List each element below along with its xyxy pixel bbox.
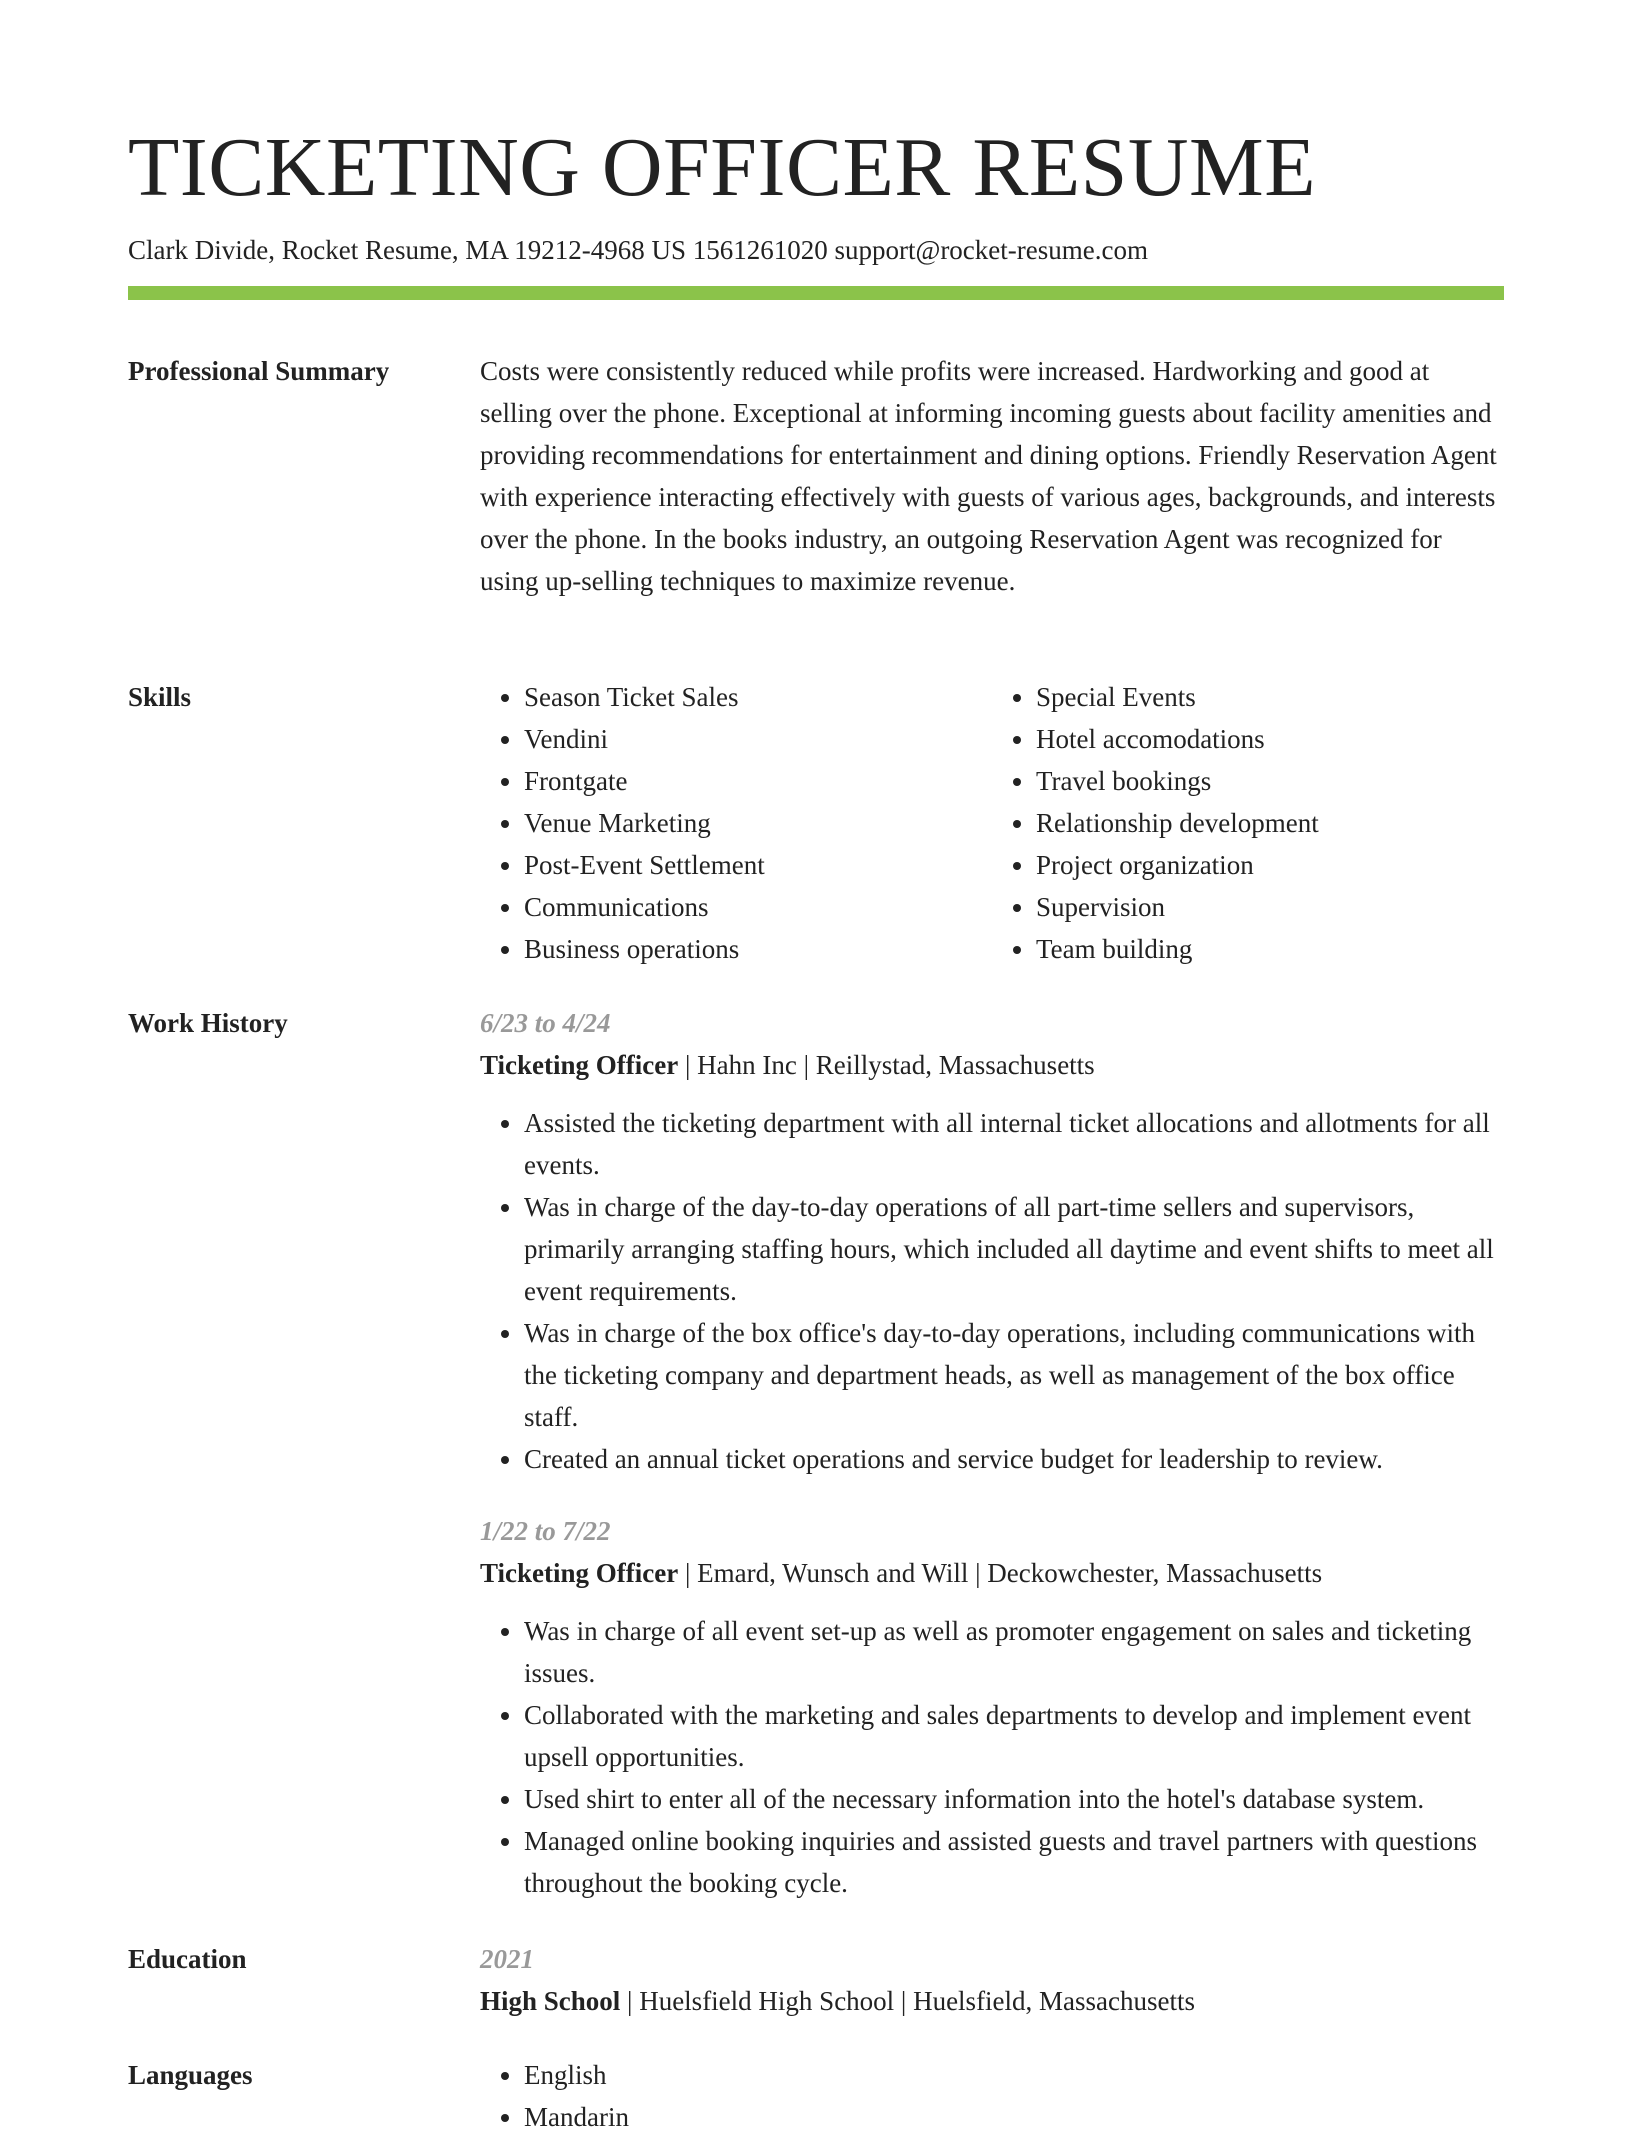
job-title-line	[480, 1044, 1504, 1086]
job-dates: 6/23 to 4/24	[480, 1008, 611, 1038]
education-line	[480, 1980, 1504, 2022]
skills-list-right	[992, 676, 1504, 970]
skill-item: • Communications	[524, 886, 992, 928]
job-bullets	[480, 1610, 1504, 1904]
skill-item: • Business operations	[524, 928, 992, 970]
job-role: Ticketing Officer	[480, 1558, 679, 1588]
skill-item: • Hotel accomodations	[1036, 718, 1504, 760]
header-divider	[128, 286, 1504, 300]
job-details: | Hahn Inc | Reillystad, Massachusetts	[678, 1050, 1095, 1080]
language-item: • English	[524, 2054, 1504, 2096]
skills-heading: Skills	[128, 682, 192, 712]
skill-item: • Travel bookings	[1036, 760, 1504, 802]
languages-list	[480, 2054, 1504, 2138]
job-entry	[480, 1002, 1504, 1480]
skill-item: • Project organization	[1036, 844, 1504, 886]
job-role: Ticketing Officer	[480, 1050, 679, 1080]
skill-item: • Venue Marketing	[524, 802, 992, 844]
skill-item: • Frontgate	[524, 760, 992, 802]
education-degree: High School	[480, 1986, 621, 2016]
skill-item: • Post-Event Settlement	[524, 844, 992, 886]
job-bullet: • Was in charge of the box office's day-to-day operations, including communications with the ticketing company and department heads, as well as management of the box office staff.	[524, 1312, 1504, 1438]
education-heading: Education	[128, 1944, 247, 1974]
job-bullets	[480, 1102, 1504, 1480]
job-bullet: • Collaborated with the marketing and sales departments to develop and implement event upsell opportunities.	[524, 1694, 1504, 1778]
skills-list-left	[480, 676, 992, 970]
contact-line: Clark Divide, Rocket Resume, MA 19212-4968 US 1561261020 support@rocket-resume.com	[128, 235, 1148, 265]
job-bullet: • Was in charge of all event set-up as well as promoter engagement on sales and ticketing issues.	[524, 1610, 1504, 1694]
skill-item: • Season Ticket Sales	[524, 676, 992, 718]
skill-item: • Supervision	[1036, 886, 1504, 928]
job-details: | Emard, Wunsch and Will | Deckowchester, Massachusetts	[678, 1558, 1323, 1588]
job-bullet: • Used shirt to enter all of the necessary information into the hotel's database system.	[524, 1778, 1504, 1820]
summary-body	[480, 350, 1504, 602]
education-body	[480, 1938, 1504, 2022]
job-bullet: • Created an annual ticket operations and service budget for leadership to review.	[524, 1438, 1504, 1480]
work-history-body	[480, 1002, 1504, 1904]
education-details: | Huelsfield High School | Huelsfield, Massachusetts	[620, 1986, 1196, 2016]
summary-text: Costs were consistently reduced while profits were increased. Hardworking and good at selling over the phone. Exceptional at informing incoming guests about facility amenities and providing recommendations for entertainment and dining options. Friendly Reservation Agent with experience interacting effectively with guests of various ages, backgrounds, and interests over the phone. In the books industry, an outgoing Reservation Agent was recognized for using up-selling techniques to maximize revenue.	[480, 356, 1497, 596]
education-date: 2021	[480, 1944, 534, 1974]
job-bullet: • Managed online booking inquiries and assisted guests and travel partners with questions throughout the booking cycle.	[524, 1820, 1504, 1904]
language-item: • Mandarin	[524, 2096, 1504, 2138]
summary-heading: Professional Summary	[128, 356, 390, 386]
job-entry	[480, 1510, 1504, 1904]
work-history-heading: Work History	[128, 1008, 288, 1038]
skill-item: • Relationship development	[1036, 802, 1504, 844]
skill-item: • Team building	[1036, 928, 1504, 970]
resume-title: TICKETING OFFICER RESUME	[128, 121, 1317, 214]
job-bullet: • Was in charge of the day-to-day operations of all part-time sellers and supervisors, primarily arranging staffing hours, which included all daytime and event shifts to meet all event requirements.	[524, 1186, 1504, 1312]
job-title-line	[480, 1552, 1504, 1594]
job-bullet: • Assisted the ticketing department with all internal ticket allocations and allotments for all events.	[524, 1102, 1504, 1186]
skills-body	[480, 676, 1504, 970]
skill-item: • Vendini	[524, 718, 992, 760]
languages-body	[480, 2054, 1504, 2138]
languages-heading: Languages	[128, 2060, 253, 2090]
skill-item: • Special Events	[1036, 676, 1504, 718]
job-dates: 1/22 to 7/22	[480, 1516, 611, 1546]
